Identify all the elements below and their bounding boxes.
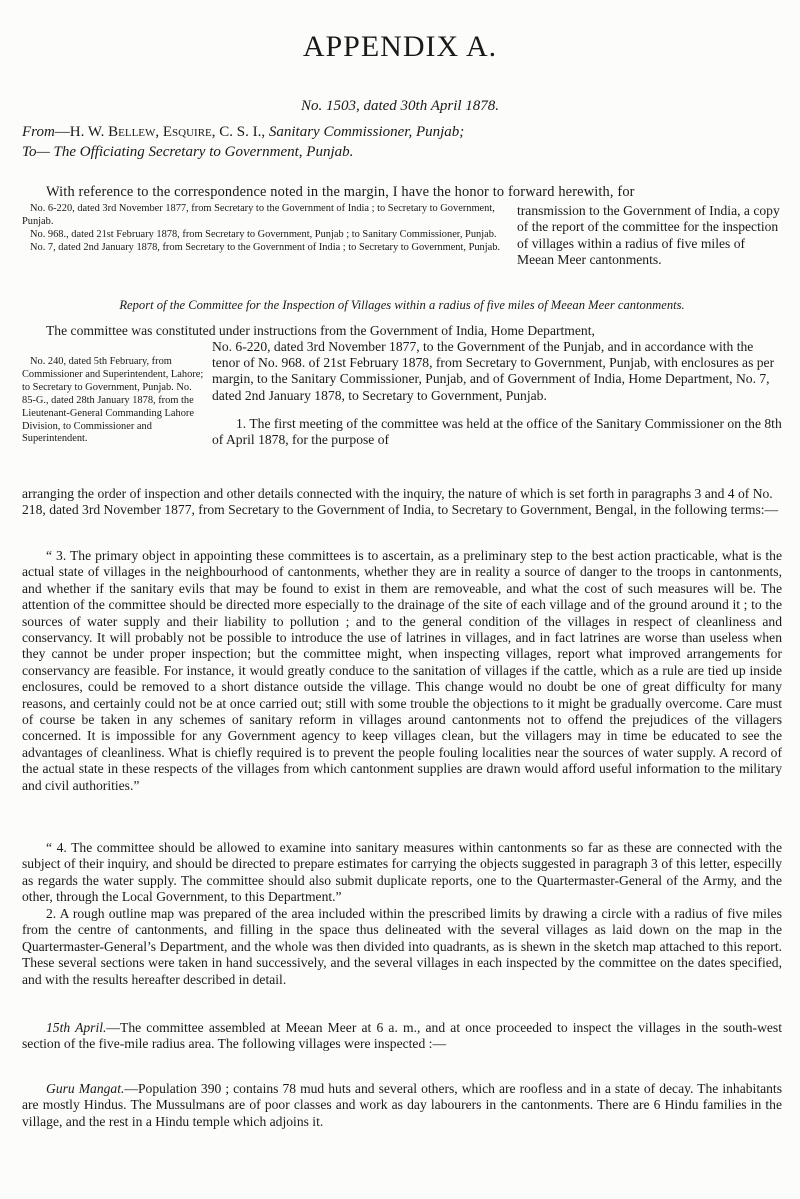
margin-note: No. 6-220, dated 3rd November 1877, from Secretary to the Government of India ; to Secretary to Government, Punjab.	[22, 203, 495, 227]
constituted-body	[212, 339, 782, 448]
appendix-heading: APPENDIX A.	[302, 30, 498, 63]
paragraph-15-april	[22, 1020, 782, 1053]
quoted-paragraph-3: “ 3. The primary object in appointing these committees is to ascertain, as a preliminary step to the best action practicable, what is the actual state of villages in the neighbourhood of cantonments, whether they are in reality a source of danger to the troops in cantonments, and whether if the sanitary evils that may be found to exist in them are removeable, and what the cost of such measures will be. The attention of the committee should be directed more especially to the drainage of the site of each village and of the ground around it ; to the sources of water supply and their liability to pollution ; and to the general condition of the villages in respect of cleanliness and conservancy. It will probably not be possible to introduce the use of latrines in villages, and in fact latrines are worse than useless when they cannot be under proper inspection; but the committee might, when inspecting villages, report what improved arrangements for conservancy are feasible. For instance, it would greatly conduce to the sanitation of villages if the cattle, which as a rule are tied up inside enclosures, could be removed to a short distance outside the village. This change would no doubt be one of great difficulty for many reasons, and certainly could not be at once carried out; still with some trouble the objections to it might be gradually overcome. Care must of course be taken in any schemes of sanitary reform in villages around cantonments not to offend the prejudices of the villagers concerned. It is impossible for any Government agency to keep villages clean, but the villagers may in time be educated to see the advantages of cleanliness. What is chiefly required is to prevent the people fouling localities near the sources of water supply. A record of the actual state in these respects of the villages from which cantonment supplies are drawn would afford useful information to the military and civil authorities.”	[22, 548, 782, 793]
constituted-first-line: The committee was constituted under instructions from the Government of India, Home Department,	[46, 323, 595, 338]
from-office: Sanitary Commissioner, Punjab;	[268, 124, 465, 140]
to-line	[22, 144, 782, 161]
to-label: To	[22, 144, 37, 160]
margin-note: No. 7, dated 2nd January 1878, from Secretary to the Government of India ; to Secretary to Government, Punjab.	[30, 241, 501, 253]
margin-note: No. 240, dated 5th February, from Commissioner and Superintendent, Lahore; to Secretary to Government, Punjab. No. 85-G., dated 28th January 1878, from the Lieutenant-General Commanding Lahore Division, to Commissioner and Superintendent.	[22, 356, 204, 445]
report-title: Report of the Committee for the Inspection of Villages within a radius of five miles of Meean Meer cantonments.	[119, 298, 685, 312]
from-line	[22, 124, 782, 141]
margin-note: No. 968., dated 21st February 1878, from Secretary to Government, Punjab ; to Sanitary Commissioner, Punjab.	[30, 228, 497, 240]
constituted-text: No. 6-220, dated 3rd November 1877, to the Government of the Punjab, and in accordance with the tenor of No. 968. of 21st February 1878, from Secretary to Government, Punjab, with enclosures as per margin, to the Sanitary Commissioner, Punjab, and of Government of India, Home Department, No. 7, dated 2nd January 1878, to Secretary to Government, Punjab.	[212, 339, 775, 403]
margin-notes-constituted	[22, 356, 205, 446]
first-meeting-paragraph: 1. The first meeting of the committee was held at the office of the Sanitary Commissioner on the 8th of April 1878, for the purpose of	[212, 415, 782, 448]
paragraph-text: —The committee assembled at Meean Meer at 6 a. m., and at once proceeded to inspect the villages in the south-west section of the five-mile radius area. The following villages were inspected :—	[22, 1020, 782, 1052]
village-guru-mangat	[22, 1081, 782, 1130]
first-meeting-continuation: arranging the order of inspection and other details connected with the inquiry, the nature of which is set forth in paragraphs 3 and 4 of No. 218, dated 3rd November 1877, from Secretary to the Government of India, to Secretary to Government, Bengal, in the following terms:—	[22, 486, 779, 518]
intro-paragraph: With reference to the correspondence noted in the margin, I have the honor to forward herewith, for	[46, 184, 635, 200]
to-office: — The Officiating Secretary to Government, Punjab.	[36, 144, 354, 160]
date-label: 15th April.	[46, 1020, 107, 1035]
intro-continuation: transmission to the Government of India, a copy of the report of the committee for the inspection of villages within a radius of five miles of Meean Meer cantonments.	[517, 203, 780, 267]
village-name: Guru Mangat.	[46, 1081, 125, 1096]
quoted-paragraph-4: “ 4. The committee should be allowed to examine into sanitary measures within cantonments so far as these are connected with the subject of their inquiry, and should be directed to prepare estimates for carrying the objects suggested in paragraph 3 of this letter, especilly as regards the water supply. The committee should also submit duplicate reports, one to the Quartermaster-General of the Army, and the other, through the Local Government, to this Department.”	[22, 840, 782, 905]
margin-notes-intro	[22, 203, 510, 255]
from-label: From	[22, 124, 55, 140]
letter-number: No. 1503, dated 30th April 1878.	[300, 98, 500, 114]
from-name: —H. W. Bellew, Esquire, C. S. I.,	[54, 124, 266, 140]
paragraph-2: 2. A rough outline map was prepared of the area included within the prescribed limits by drawing a circle with a radius of five miles from the centre of cantonments, and filling in the space thus delineated with the several villages as laid down on the map in the Quartermaster-General’s Department, and the whole was then divided into quadrants, as is shewn in the sketch map attached to this report. These several sections were taken in hand successively, and the several villages in each inspected by the committee on the dates specified, and with the results hereafter described in detail.	[22, 906, 782, 987]
village-description: —Population 390 ; contains 78 mud huts and several others, which are roofless and in a state of decay. The inhabitants are mostly Hindus. The Mussulmans are of poor classes and work as day labourers in the cantonments. There are 6 Hindu families in the village, and the rest in a Hindu temple which adjoins it.	[22, 1081, 782, 1129]
